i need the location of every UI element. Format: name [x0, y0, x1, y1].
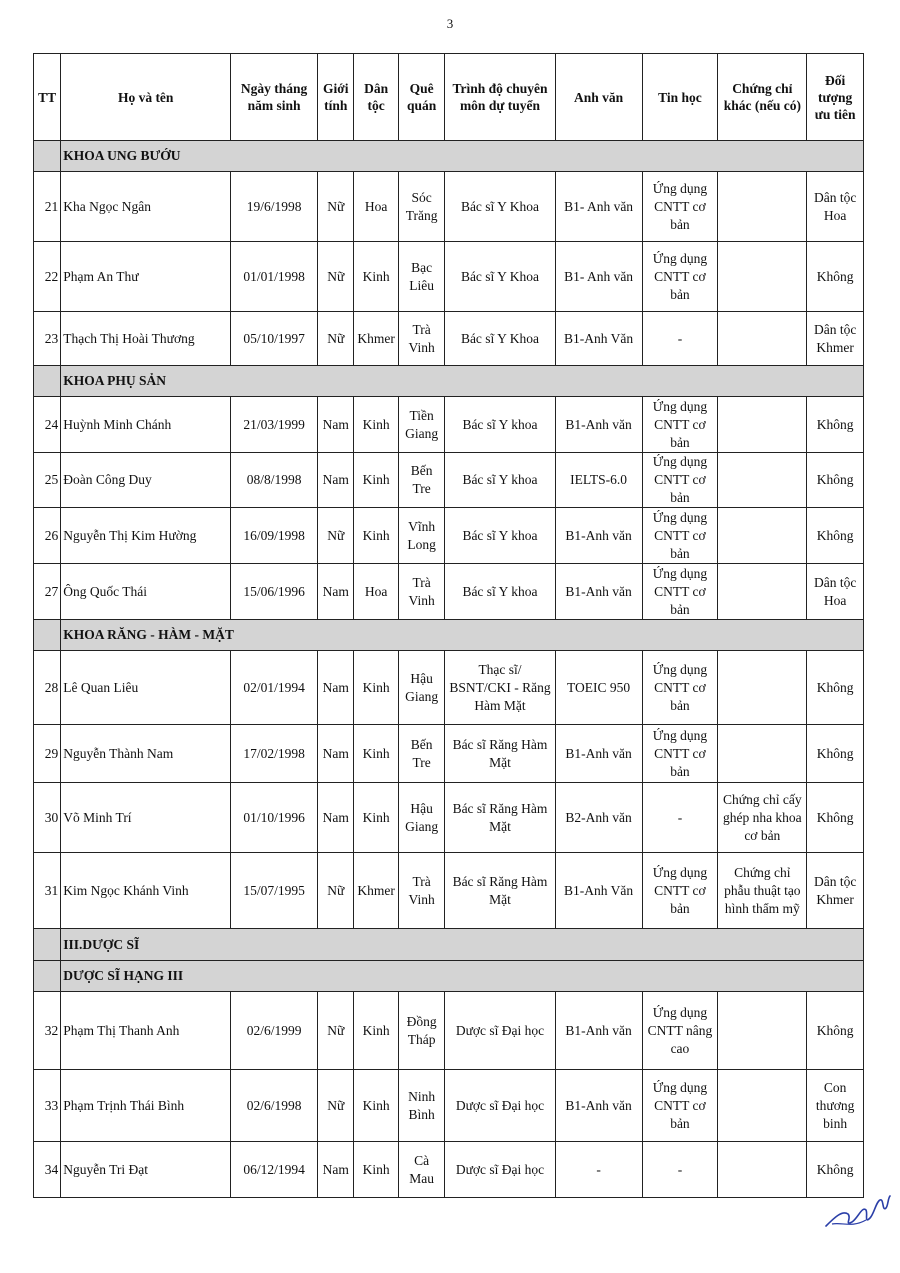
table-row — [34, 725, 864, 783]
header-hometown: Quê quán — [398, 54, 445, 141]
hometown-cell: Bến Tre — [398, 453, 445, 508]
table-row — [34, 172, 864, 242]
header-gender: Giới tính — [318, 54, 354, 141]
table-row — [34, 783, 864, 853]
english-level-cell: B1-Anh văn — [555, 397, 642, 453]
english-level-cell: B1- Anh văn — [555, 242, 642, 312]
english-level-cell: B2-Anh văn — [555, 783, 642, 853]
date-of-birth-cell: 21/03/1999 — [231, 397, 318, 453]
candidate-name-cell: Phạm Thị Thanh Anh — [61, 992, 231, 1070]
other-certificate-cell — [718, 564, 807, 620]
it-level-cell: Ứng dụng CNTT cơ bản — [642, 172, 718, 242]
gender-cell: Nam — [318, 725, 354, 783]
ethnicity-cell: Kinh — [354, 783, 398, 853]
english-level-cell: B1-Anh văn — [555, 1070, 642, 1142]
ethnicity-cell: Kinh — [354, 1070, 398, 1142]
hometown-cell: Đồng Tháp — [398, 992, 445, 1070]
date-of-birth-cell: 08/8/1998 — [231, 453, 318, 508]
date-of-birth-cell: 01/01/1998 — [231, 242, 318, 312]
signature — [822, 1188, 892, 1233]
other-certificate-cell — [718, 1070, 807, 1142]
priority-group-cell: Không — [807, 783, 864, 853]
row-number-cell: 24 — [34, 397, 61, 453]
table-row — [34, 312, 864, 366]
candidate-name-cell: Phạm An Thư — [61, 242, 231, 312]
english-level-cell: B1-Anh văn — [555, 564, 642, 620]
date-of-birth-cell: 06/12/1994 — [231, 1142, 318, 1198]
row-number-cell: 28 — [34, 651, 61, 725]
table-row — [34, 1142, 864, 1198]
date-of-birth-cell: 02/6/1998 — [231, 1070, 318, 1142]
degree-cell: Dược sĩ Đại học — [445, 1142, 555, 1198]
candidate-name-cell: Võ Minh Trí — [61, 783, 231, 853]
other-certificate-cell — [718, 172, 807, 242]
ethnicity-cell: Kinh — [354, 725, 398, 783]
hometown-cell: Trà Vinh — [398, 853, 445, 929]
gender-cell: Nữ — [318, 853, 354, 929]
section-title: III.DƯỢC SĨ — [61, 929, 864, 961]
date-of-birth-cell: 19/6/1998 — [231, 172, 318, 242]
gender-cell: Nữ — [318, 508, 354, 564]
it-level-cell: Ứng dụng CNTT cơ bản — [642, 564, 718, 620]
other-certificate-cell — [718, 725, 807, 783]
row-number-cell: 27 — [34, 564, 61, 620]
it-level-cell: Ứng dụng CNTT nâng cao — [642, 992, 718, 1070]
other-certificate-cell — [718, 1142, 807, 1198]
date-of-birth-cell: 17/02/1998 — [231, 725, 318, 783]
english-level-cell: B1- Anh văn — [555, 172, 642, 242]
date-of-birth-cell: 15/06/1996 — [231, 564, 318, 620]
other-certificate-cell — [718, 397, 807, 453]
date-of-birth-cell: 16/09/1998 — [231, 508, 318, 564]
date-of-birth-cell: 02/01/1994 — [231, 651, 318, 725]
other-certificate-cell — [718, 312, 807, 366]
priority-group-cell: Không — [807, 453, 864, 508]
header-english: Anh văn — [555, 54, 642, 141]
date-of-birth-cell: 01/10/1996 — [231, 783, 318, 853]
ethnicity-cell: Kinh — [354, 1142, 398, 1198]
degree-cell: Bác sĩ Y khoa — [445, 453, 555, 508]
it-level-cell: - — [642, 1142, 718, 1198]
row-number-cell: 31 — [34, 853, 61, 929]
table-row — [34, 853, 864, 929]
date-of-birth-cell: 15/07/1995 — [231, 853, 318, 929]
hometown-cell: Trà Vinh — [398, 312, 445, 366]
it-level-cell: Ứng dụng CNTT cơ bản — [642, 725, 718, 783]
gender-cell: Nam — [318, 453, 354, 508]
table-row — [34, 397, 864, 453]
section-blank-cell — [34, 620, 61, 651]
hometown-cell: Vĩnh Long — [398, 508, 445, 564]
ethnicity-cell: Kinh — [354, 453, 398, 508]
candidate-name-cell: Huỳnh Minh Chánh — [61, 397, 231, 453]
row-number-cell: 32 — [34, 992, 61, 1070]
english-level-cell: B1-Anh văn — [555, 992, 642, 1070]
english-level-cell: B1-Anh Văn — [555, 853, 642, 929]
ethnicity-cell: Kinh — [354, 397, 398, 453]
candidate-name-cell: Nguyễn Thành Nam — [61, 725, 231, 783]
candidate-name-cell: Nguyễn Tri Đạt — [61, 1142, 231, 1198]
hometown-cell: Hậu Giang — [398, 783, 445, 853]
degree-cell: Bác sĩ Răng Hàm Mặt — [445, 783, 555, 853]
degree-cell: Bác sĩ Y khoa — [445, 564, 555, 620]
section-title: DƯỢC SĨ HẠNG III — [61, 961, 864, 992]
gender-cell: Nữ — [318, 1070, 354, 1142]
hometown-cell: Tiền Giang — [398, 397, 445, 453]
table-row — [34, 508, 864, 564]
hometown-cell: Ninh Bình — [398, 1070, 445, 1142]
hometown-cell: Bạc Liêu — [398, 242, 445, 312]
section-title: KHOA UNG BƯỚU — [61, 141, 864, 172]
row-number-cell: 23 — [34, 312, 61, 366]
ethnicity-cell: Kinh — [354, 508, 398, 564]
priority-group-cell: Không — [807, 651, 864, 725]
header-it: Tin học — [642, 54, 718, 141]
header-dob: Ngày tháng năm sinh — [231, 54, 318, 141]
section-title: KHOA RĂNG - HÀM - MẶT — [61, 620, 864, 651]
header-name: Họ và tên — [61, 54, 231, 141]
row-number-cell: 30 — [34, 783, 61, 853]
row-number-cell: 26 — [34, 508, 61, 564]
header-degree: Trình độ chuyên môn dự tuyển — [445, 54, 555, 141]
date-of-birth-cell: 02/6/1999 — [231, 992, 318, 1070]
table-row — [34, 242, 864, 312]
row-number-cell: 22 — [34, 242, 61, 312]
candidate-name-cell: Kim Ngọc Khánh Vinh — [61, 853, 231, 929]
degree-cell: Bác sĩ Y khoa — [445, 397, 555, 453]
priority-group-cell: Không — [807, 992, 864, 1070]
section-blank-cell — [34, 929, 61, 961]
other-certificate-cell — [718, 453, 807, 508]
priority-group-cell: Con thương binh — [807, 1070, 864, 1142]
english-level-cell: TOEIC 950 — [555, 651, 642, 725]
section-title: KHOA PHỤ SẢN — [61, 366, 864, 397]
row-number-cell: 21 — [34, 172, 61, 242]
english-level-cell: B1-Anh Văn — [555, 312, 642, 366]
header-ethnicity: Dân tộc — [354, 54, 398, 141]
degree-cell: Thạc sĩ/ BSNT/CKI - Răng Hàm Mặt — [445, 651, 555, 725]
row-number-cell: 34 — [34, 1142, 61, 1198]
priority-group-cell: Dân tộc Khmer — [807, 312, 864, 366]
candidate-name-cell: Phạm Trịnh Thái Bình — [61, 1070, 231, 1142]
table-row — [34, 1070, 864, 1142]
section-blank-cell — [34, 366, 61, 397]
section-row — [34, 366, 864, 397]
gender-cell: Nam — [318, 783, 354, 853]
it-level-cell: Ứng dụng CNTT cơ bản — [642, 853, 718, 929]
table-row — [34, 453, 864, 508]
other-certificate-cell — [718, 242, 807, 312]
degree-cell: Dược sĩ Đại học — [445, 992, 555, 1070]
priority-group-cell: Không — [807, 1142, 864, 1198]
candidate-name-cell: Lê Quan Liêu — [61, 651, 231, 725]
section-row — [34, 961, 864, 992]
candidate-name-cell: Thạch Thị Hoài Thương — [61, 312, 231, 366]
degree-cell: Bác sĩ Y Khoa — [445, 312, 555, 366]
hometown-cell: Bến Tre — [398, 725, 445, 783]
ethnicity-cell: Kinh — [354, 242, 398, 312]
it-level-cell: Ứng dụng CNTT cơ bản — [642, 1070, 718, 1142]
english-level-cell: B1-Anh văn — [555, 508, 642, 564]
section-row — [34, 141, 864, 172]
priority-group-cell: Dân tộc Hoa — [807, 564, 864, 620]
ethnicity-cell: Hoa — [354, 172, 398, 242]
priority-group-cell: Không — [807, 397, 864, 453]
header-tt: TT — [34, 54, 61, 141]
candidate-name-cell: Kha Ngọc Ngân — [61, 172, 231, 242]
priority-group-cell: Không — [807, 242, 864, 312]
date-of-birth-cell: 05/10/1997 — [231, 312, 318, 366]
it-level-cell: Ứng dụng CNTT cơ bản — [642, 397, 718, 453]
section-row — [34, 620, 864, 651]
header-other-cert: Chứng chỉ khác (nếu có) — [718, 54, 807, 141]
hometown-cell: Sóc Trăng — [398, 172, 445, 242]
english-level-cell: IELTS-6.0 — [555, 453, 642, 508]
degree-cell: Dược sĩ Đại học — [445, 1070, 555, 1142]
other-certificate-cell — [718, 651, 807, 725]
hometown-cell: Cà Mau — [398, 1142, 445, 1198]
other-certificate-cell: Chứng chỉ phẫu thuật tạo hình thẩm mỹ — [718, 853, 807, 929]
degree-cell: Bác sĩ Y Khoa — [445, 242, 555, 312]
header-row — [34, 54, 864, 141]
table-row — [34, 564, 864, 620]
other-certificate-cell — [718, 992, 807, 1070]
hometown-cell: Trà Vinh — [398, 564, 445, 620]
ethnicity-cell: Kinh — [354, 992, 398, 1070]
table-row — [34, 992, 864, 1070]
ethnicity-cell: Khmer — [354, 853, 398, 929]
ethnicity-cell: Khmer — [354, 312, 398, 366]
candidate-name-cell: Ông Quốc Thái — [61, 564, 231, 620]
english-level-cell: B1-Anh văn — [555, 725, 642, 783]
gender-cell: Nam — [318, 651, 354, 725]
header-priority: Đối tượng ưu tiên — [807, 54, 864, 141]
it-level-cell: Ứng dụng CNTT cơ bản — [642, 651, 718, 725]
priority-group-cell: Dân tộc Khmer — [807, 853, 864, 929]
gender-cell: Nữ — [318, 172, 354, 242]
it-level-cell: Ứng dụng CNTT cơ bản — [642, 242, 718, 312]
section-blank-cell — [34, 961, 61, 992]
candidate-table — [33, 53, 864, 1198]
english-level-cell: - — [555, 1142, 642, 1198]
priority-group-cell: Không — [807, 508, 864, 564]
gender-cell: Nam — [318, 564, 354, 620]
page-number: 3 — [446, 16, 454, 31]
gender-cell: Nam — [318, 397, 354, 453]
gender-cell: Nam — [318, 1142, 354, 1198]
degree-cell: Bác sĩ Y Khoa — [445, 172, 555, 242]
it-level-cell: Ứng dụng CNTT cơ bản — [642, 508, 718, 564]
it-level-cell: Ứng dụng CNTT cơ bản — [642, 453, 718, 508]
other-certificate-cell — [718, 508, 807, 564]
degree-cell: Bác sĩ Răng Hàm Mặt — [445, 853, 555, 929]
row-number-cell: 33 — [34, 1070, 61, 1142]
row-number-cell: 29 — [34, 725, 61, 783]
priority-group-cell: Không — [807, 725, 864, 783]
it-level-cell: - — [642, 312, 718, 366]
it-level-cell: - — [642, 783, 718, 853]
hometown-cell: Hậu Giang — [398, 651, 445, 725]
other-certificate-cell: Chứng chỉ cấy ghép nha khoa cơ bản — [718, 783, 807, 853]
ethnicity-cell: Hoa — [354, 564, 398, 620]
degree-cell: Bác sĩ Y khoa — [445, 508, 555, 564]
section-row — [34, 929, 864, 961]
gender-cell: Nữ — [318, 992, 354, 1070]
candidate-name-cell: Đoàn Công Duy — [61, 453, 231, 508]
section-blank-cell — [34, 141, 61, 172]
candidate-name-cell: Nguyễn Thị Kim Hường — [61, 508, 231, 564]
row-number-cell: 25 — [34, 453, 61, 508]
gender-cell: Nữ — [318, 242, 354, 312]
gender-cell: Nữ — [318, 312, 354, 366]
priority-group-cell: Dân tộc Hoa — [807, 172, 864, 242]
degree-cell: Bác sĩ Răng Hàm Mặt — [445, 725, 555, 783]
ethnicity-cell: Kinh — [354, 651, 398, 725]
table-row — [34, 651, 864, 725]
